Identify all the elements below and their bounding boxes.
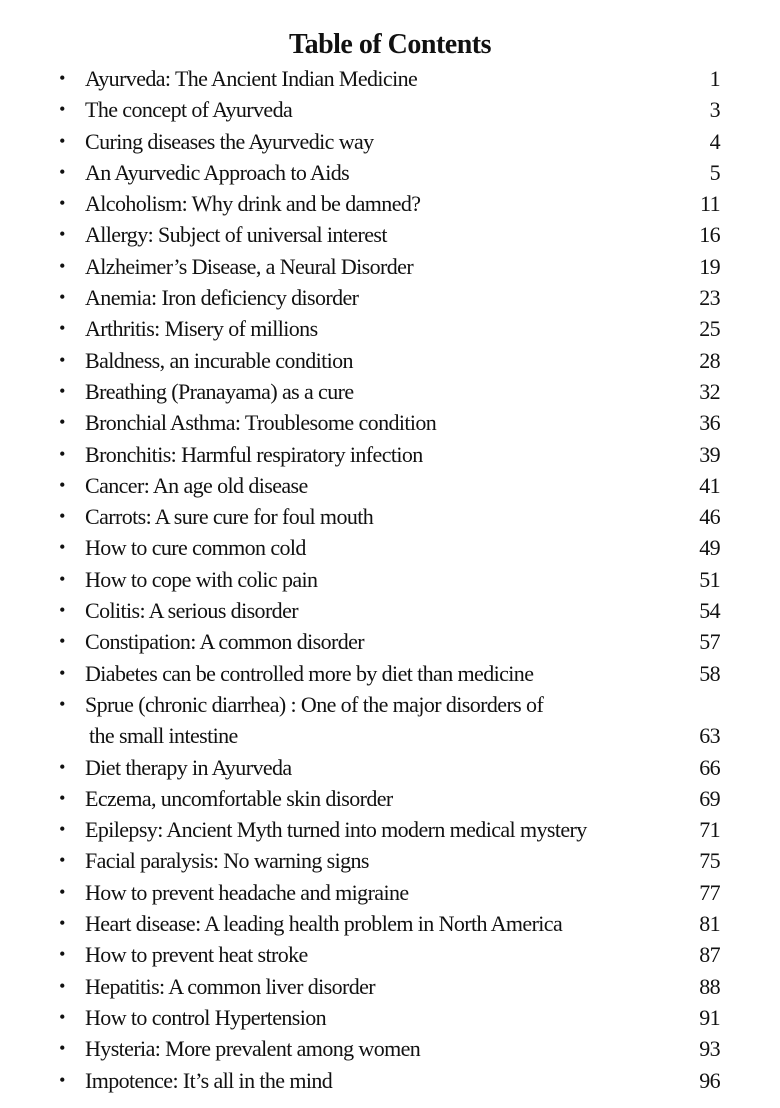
toc-entry[interactable] bbox=[0, 376, 780, 407]
bullet-icon: • bbox=[59, 443, 65, 464]
page-number: 69 bbox=[699, 785, 720, 811]
bullet-icon: • bbox=[59, 318, 65, 339]
page-number: 87 bbox=[699, 942, 720, 968]
bullet-icon: • bbox=[59, 662, 65, 683]
entry-title: Cancer: An age old disease bbox=[85, 472, 308, 498]
page-number: 54 bbox=[699, 598, 720, 624]
entry-title: Breathing (Pranayama) as a cure bbox=[85, 378, 354, 404]
toc-entry[interactable] bbox=[0, 345, 780, 376]
entry-title bbox=[85, 689, 543, 752]
entry-title: Hepatitis: A common liver disorder bbox=[85, 973, 375, 999]
toc-entry[interactable] bbox=[0, 1002, 780, 1033]
page-number: 66 bbox=[699, 754, 720, 780]
page-number: 75 bbox=[699, 848, 720, 874]
page-number: 1 bbox=[709, 66, 720, 91]
entry-title: How to prevent heat stroke bbox=[85, 942, 308, 968]
toc-entry[interactable] bbox=[0, 658, 780, 689]
entry-title: Bronchitis: Harmful respiratory infection bbox=[85, 441, 423, 467]
page-number: 77 bbox=[699, 879, 720, 905]
bullet-icon: • bbox=[59, 975, 65, 996]
entry-title: Arthritis: Misery of millions bbox=[85, 316, 318, 342]
entry-title: An Ayurvedic Approach to Aids bbox=[85, 159, 350, 185]
entry-title: Epilepsy: Ancient Myth turned into modern medical mystery bbox=[85, 817, 587, 843]
page-number: 4 bbox=[709, 128, 720, 154]
toc-entry[interactable] bbox=[0, 564, 780, 595]
bullet-icon: • bbox=[59, 787, 65, 808]
entry-title-line1: Sprue (chronic diarrhea) : One of the major disorders of bbox=[85, 691, 544, 717]
page-number: 57 bbox=[699, 629, 720, 655]
page-number: 88 bbox=[699, 973, 720, 999]
toc-entry[interactable] bbox=[0, 595, 780, 626]
toc-entry[interactable] bbox=[0, 188, 780, 219]
toc-entry[interactable] bbox=[0, 626, 780, 657]
page-number: 51 bbox=[699, 566, 720, 592]
entry-title: Diabetes can be controlled more by diet than medicine bbox=[85, 660, 534, 686]
bullet-icon: • bbox=[59, 224, 65, 245]
page-number: 91 bbox=[699, 1004, 720, 1030]
bullet-icon: • bbox=[59, 161, 65, 182]
toc-entry[interactable] bbox=[0, 251, 780, 282]
toc-entry[interactable] bbox=[0, 689, 780, 752]
entry-title: How to cope with colic pain bbox=[85, 566, 318, 592]
bullet-icon: • bbox=[59, 631, 65, 652]
bullet-icon: • bbox=[59, 287, 65, 308]
bullet-icon: • bbox=[59, 944, 65, 965]
entry-title: Alzheimer’s Disease, a Neural Disorder bbox=[85, 253, 414, 279]
entry-title-line2: the small intestine bbox=[89, 723, 238, 749]
bullet-icon: • bbox=[59, 130, 65, 151]
toc-entry[interactable] bbox=[0, 501, 780, 532]
toc-entry[interactable] bbox=[0, 971, 780, 1002]
entry-title: How to prevent headache and migraine bbox=[85, 879, 409, 905]
page-number: 23 bbox=[699, 285, 720, 311]
entry-title: Heart disease: A leading health problem in North America bbox=[85, 911, 563, 937]
page-number: 28 bbox=[699, 347, 720, 373]
bullet-icon: • bbox=[59, 349, 65, 370]
page-number: 96 bbox=[699, 1067, 720, 1093]
bullet-icon: • bbox=[59, 99, 65, 120]
toc-entry[interactable] bbox=[0, 1033, 780, 1064]
entry-title: Alcoholism: Why drink and be damned? bbox=[85, 191, 421, 217]
bullet-icon: • bbox=[59, 380, 65, 401]
bullet-icon: • bbox=[59, 881, 65, 902]
entry-title: Eczema, uncomfortable skin disorder bbox=[85, 785, 393, 811]
entry-title: Facial paralysis: No warning signs bbox=[85, 848, 369, 874]
entry-title: Constipation: A common disorder bbox=[85, 629, 365, 655]
bullet-icon: • bbox=[59, 1069, 65, 1090]
page-number: 63 bbox=[699, 723, 720, 749]
entry-title: Baldness, an incurable condition bbox=[85, 347, 353, 373]
entry-title: Anemia: Iron deficiency disorder bbox=[85, 285, 359, 311]
toc-entry[interactable] bbox=[0, 908, 780, 939]
toc-entry[interactable] bbox=[0, 470, 780, 501]
entry-title: Hysteria: More prevalent among women bbox=[85, 1036, 421, 1062]
toc-entry[interactable] bbox=[0, 532, 780, 563]
entry-title: Bronchial Asthma: Troublesome condition bbox=[85, 410, 437, 436]
page-number: 19 bbox=[699, 253, 720, 279]
entry-title: Ayurveda: The Ancient Indian Medicine bbox=[85, 66, 418, 91]
entry-title: Curing diseases the Ayurvedic way bbox=[85, 128, 374, 154]
bullet-icon: • bbox=[59, 693, 65, 714]
toc-entry[interactable] bbox=[0, 407, 780, 438]
toc-entry[interactable] bbox=[0, 877, 780, 908]
page-number: 71 bbox=[699, 817, 720, 843]
bullet-icon: • bbox=[59, 193, 65, 214]
toc-entry[interactable] bbox=[0, 783, 780, 814]
entry-title: Colitis: A serious disorder bbox=[85, 598, 298, 624]
page-number: 93 bbox=[699, 1036, 720, 1062]
entry-title: How to control Hypertension bbox=[85, 1004, 327, 1030]
bullet-icon: • bbox=[59, 537, 65, 558]
toc-entry[interactable] bbox=[0, 939, 780, 970]
bullet-icon: • bbox=[59, 474, 65, 495]
toc-list bbox=[0, 63, 780, 1096]
toc-entry[interactable] bbox=[0, 752, 780, 783]
bullet-icon: • bbox=[59, 255, 65, 276]
bullet-icon: • bbox=[59, 412, 65, 433]
page-number: 58 bbox=[699, 660, 720, 686]
toc-entry[interactable] bbox=[0, 219, 780, 250]
page-number: 16 bbox=[699, 222, 720, 248]
toc-entry[interactable] bbox=[0, 282, 780, 313]
toc-entry[interactable] bbox=[0, 63, 780, 94]
toc-entry[interactable] bbox=[0, 313, 780, 344]
page-number: 46 bbox=[699, 504, 720, 530]
bullet-icon: • bbox=[59, 506, 65, 527]
entry-title: Impotence: It’s all in the mind bbox=[85, 1067, 333, 1093]
bullet-icon: • bbox=[59, 568, 65, 589]
page-number: 39 bbox=[699, 441, 720, 467]
toc-entry[interactable] bbox=[0, 1065, 780, 1096]
toc-entry[interactable] bbox=[0, 845, 780, 876]
toc-entry[interactable] bbox=[0, 439, 780, 470]
entry-title: How to cure common cold bbox=[85, 535, 306, 561]
bullet-icon: • bbox=[59, 850, 65, 871]
page-number: 3 bbox=[709, 97, 720, 123]
page-number: 25 bbox=[699, 316, 720, 342]
toc-entry[interactable] bbox=[0, 814, 780, 845]
bullet-icon: • bbox=[59, 68, 65, 88]
page-number: 41 bbox=[699, 472, 720, 498]
toc-entry[interactable] bbox=[0, 94, 780, 125]
entry-title: Allergy: Subject of universal interest bbox=[85, 222, 387, 248]
toc-entry[interactable] bbox=[0, 126, 780, 157]
page-number: 36 bbox=[699, 410, 720, 436]
page-number: 5 bbox=[709, 159, 720, 185]
toc-entry[interactable] bbox=[0, 157, 780, 188]
bullet-icon: • bbox=[59, 1006, 65, 1027]
bullet-icon: • bbox=[59, 1038, 65, 1059]
bullet-icon: • bbox=[59, 913, 65, 934]
bullet-icon: • bbox=[59, 819, 65, 840]
entry-title: Diet therapy in Ayurveda bbox=[85, 754, 292, 780]
page-number: 81 bbox=[699, 911, 720, 937]
entry-title: The concept of Ayurveda bbox=[85, 97, 293, 123]
bullet-icon: • bbox=[59, 600, 65, 621]
page-number: 11 bbox=[700, 191, 720, 217]
entry-title: Carrots: A sure cure for foul mouth bbox=[85, 504, 374, 530]
bullet-icon: • bbox=[59, 756, 65, 777]
page-title: Table of Contents bbox=[288, 28, 492, 60]
page-number: 32 bbox=[699, 378, 720, 404]
page-number: 49 bbox=[699, 535, 720, 561]
